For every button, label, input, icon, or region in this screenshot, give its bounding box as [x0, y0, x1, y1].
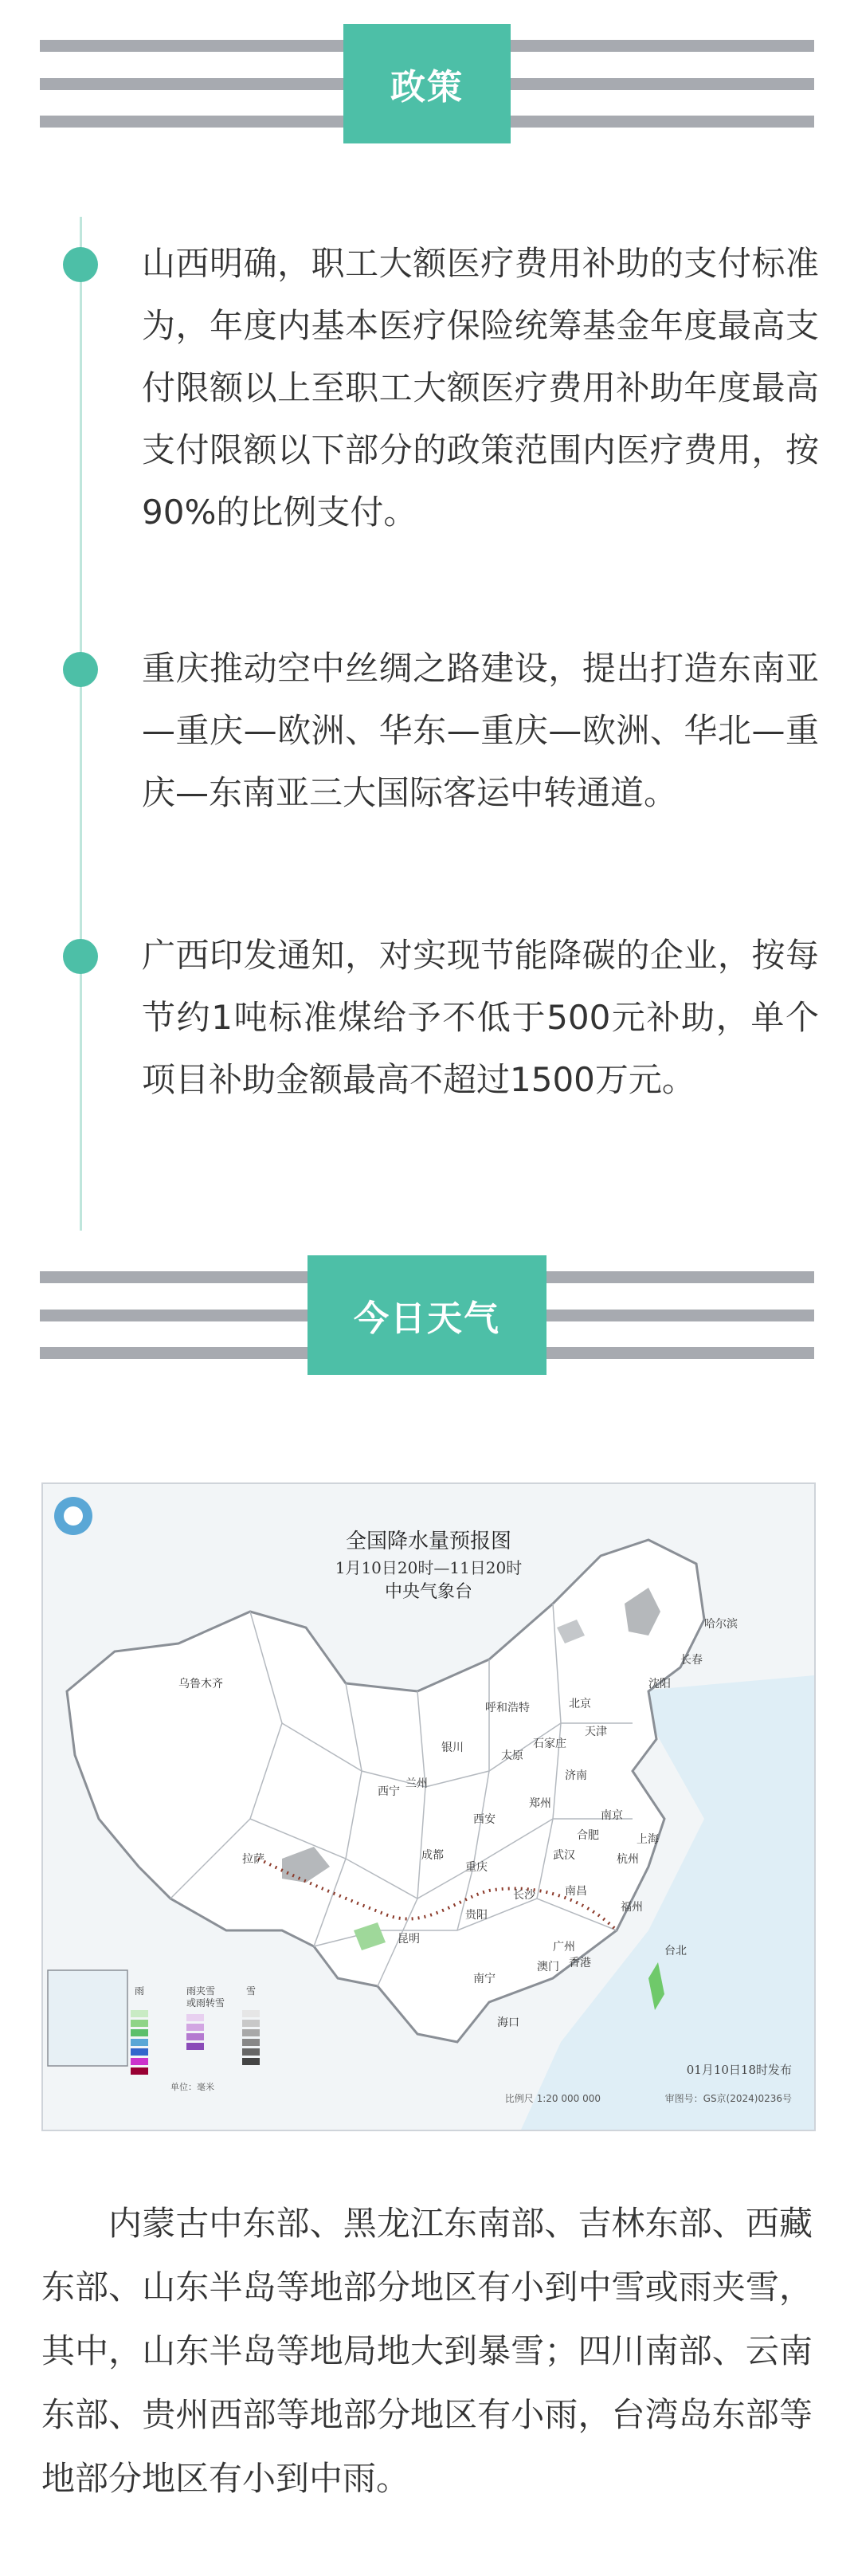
svg-text:昆明: 昆明	[398, 1933, 420, 1946]
svg-text:重庆: 重庆	[465, 1861, 488, 1874]
svg-text:长春: 长春	[680, 1654, 703, 1667]
map-scale: 比例尺 1:20 000 000	[504, 2093, 601, 2104]
svg-text:西安: 西安	[473, 1813, 496, 1826]
svg-text:天津: 天津	[585, 1726, 607, 1738]
south-china-sea-inset	[48, 1970, 127, 2066]
policy-title: 政策	[343, 24, 511, 143]
map-graphic	[43, 1484, 814, 2130]
svg-text:单位：毫米: 单位：毫米	[170, 2082, 214, 2092]
svg-text:南京: 南京	[601, 1809, 623, 1822]
svg-text:呼和浩特: 呼和浩特	[485, 1702, 530, 1714]
map-subtitle: 1月10日20时—11日20时	[335, 1558, 523, 1577]
svg-text:成都: 成都	[421, 1849, 444, 1862]
timeline-dot	[63, 939, 98, 974]
map-issuer: 中央气象台	[384, 1582, 473, 1602]
svg-text:西宁: 西宁	[378, 1785, 400, 1798]
svg-text:长沙: 长沙	[513, 1889, 535, 1902]
weather-title: 今日天气	[308, 1255, 546, 1375]
policy-item-shanxi: 山西明确，职工大额医疗费用补助的支付标准为，年度内基本医疗保险统筹基金年度最高支付限额以上至职工大额医疗费用补助年度最高支付限额以下部分的政策范围内医疗费用，按90%的比例支付。	[142, 244, 819, 532]
map-title: 全国降水量预报图	[345, 1530, 512, 1553]
svg-text:澳门: 澳门	[537, 1961, 559, 1973]
svg-text:兰州: 兰州	[405, 1777, 428, 1790]
svg-text:雨: 雨	[135, 1985, 145, 1997]
svg-text:太原: 太原	[501, 1749, 523, 1762]
svg-text:杭州: 杭州	[617, 1853, 639, 1866]
svg-text:合肥: 合肥	[577, 1829, 599, 1842]
svg-text:哈尔滨: 哈尔滨	[704, 1618, 738, 1631]
weather-description: 内蒙古中东部、黑龙江东南部、吉林东部、西藏东部、山东半岛等地部分地区有小到中雪或雨夹雪，其中，山东半岛等地局地大到暴雪；四川南部、云南东部、贵州西部等地部分地区有小雨，台湾岛东部等地部分地区有小到中雨。	[41, 2204, 813, 2498]
svg-text:南宁: 南宁	[473, 1973, 496, 1985]
svg-text:沈阳: 沈阳	[648, 1678, 671, 1690]
svg-text:乌鲁木齐: 乌鲁木齐	[178, 1678, 223, 1690]
svg-text:广州: 广州	[553, 1941, 575, 1954]
svg-text:香港: 香港	[569, 1957, 591, 1969]
policy-item-chongqing: 重庆推动空中丝绸之路建设，提出打造东南亚—重庆—欧洲、华东—重庆—欧洲、华北—重庆—东南亚三大国际客运中转通道。	[142, 649, 819, 812]
svg-text:上海: 上海	[637, 1833, 659, 1846]
svg-text:或雨转雪: 或雨转雪	[186, 1997, 225, 2009]
policy-item-guangxi: 广西印发通知，对实现节能降碳的企业，按每节约1吨标准煤给予不低于500元补助，单个项目补助金额最高不超过1500万元。	[142, 936, 819, 1099]
timeline-dot	[63, 247, 98, 282]
svg-text:南昌: 南昌	[565, 1885, 587, 1898]
timeline-line	[80, 217, 82, 1231]
svg-text:武汉: 武汉	[553, 1849, 575, 1862]
svg-text:福州: 福州	[621, 1901, 643, 1914]
svg-text:济南: 济南	[565, 1769, 587, 1782]
map-review-number: 审图号：GS京(2024)0236号	[664, 2093, 792, 2104]
svg-text:银川: 银川	[441, 1742, 464, 1754]
svg-text:海口: 海口	[497, 2016, 519, 2029]
timeline-dot	[63, 652, 98, 687]
policy-section-header	[40, 24, 814, 143]
svg-text:贵阳: 贵阳	[465, 1909, 488, 1922]
svg-text:雪: 雪	[246, 1985, 257, 1997]
map-release-time: 01月10日18时发布	[686, 2063, 792, 2077]
svg-text:北京: 北京	[569, 1698, 591, 1710]
svg-text:拉萨: 拉萨	[242, 1853, 264, 1866]
svg-text:雨夹雪: 雨夹雪	[186, 1985, 216, 1997]
weather-section-header	[40, 1255, 814, 1375]
svg-text:郑州: 郑州	[529, 1797, 551, 1810]
svg-text:台北: 台北	[664, 1945, 687, 1958]
precipitation-map	[41, 1482, 816, 2131]
svg-text:石家庄: 石家庄	[533, 1738, 566, 1750]
